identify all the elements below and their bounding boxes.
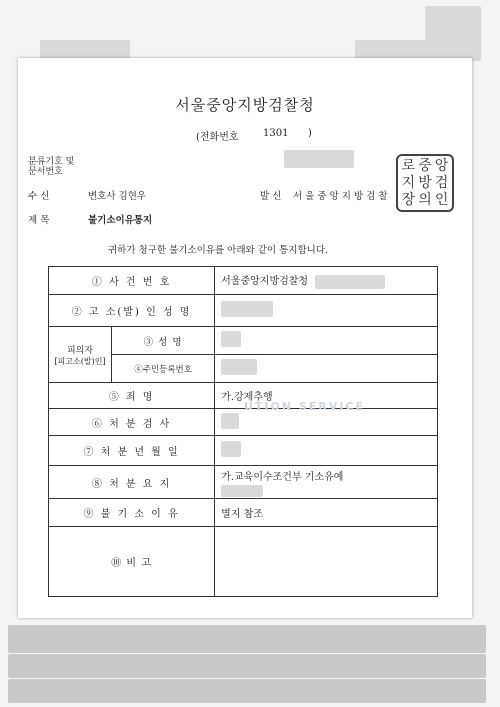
phone-number: 1301 bbox=[263, 128, 289, 139]
date-label: ⑦ 처 분 년 월 일 bbox=[49, 436, 215, 466]
gist-value: 가.교육이수조건부 기소유예 bbox=[221, 471, 344, 483]
sender-label: 발 신 bbox=[260, 191, 282, 202]
gist-cell bbox=[215, 466, 438, 499]
remarks-label: ⑩ 비 고 bbox=[49, 527, 215, 597]
date-cell bbox=[215, 436, 438, 466]
redacted-footer-3 bbox=[8, 679, 486, 703]
redacted-complainant bbox=[221, 301, 273, 317]
crime-value: 가.강제추행 bbox=[215, 383, 438, 409]
redacted-date bbox=[221, 441, 241, 457]
subject-label: 제 목 bbox=[28, 215, 50, 226]
name-cell bbox=[215, 327, 438, 355]
gist-label: ⑧ 처 분 요 지 bbox=[49, 466, 215, 499]
suspect-label-line1: 피의자 bbox=[66, 345, 94, 356]
redacted-footer-1 bbox=[8, 625, 486, 653]
redacted-case-no bbox=[315, 275, 385, 289]
seal-char: 의 bbox=[418, 191, 432, 208]
suspect-label-line2: [피고소(발)인] bbox=[54, 356, 106, 366]
redacted-footer-2 bbox=[8, 654, 486, 678]
intro-text: 귀하가 청구한 불기소이유를 아래와 같이 통지합니다. bbox=[108, 245, 329, 256]
redacted-header-top bbox=[355, 40, 425, 60]
redacted-id bbox=[221, 359, 257, 375]
seal-char: 장 bbox=[401, 191, 416, 208]
id-cell bbox=[215, 355, 438, 383]
suspect-label-cell bbox=[49, 327, 112, 383]
seal-char: 방 bbox=[418, 174, 432, 191]
id-label: ④주민등록번호 bbox=[112, 355, 215, 383]
redacted-name bbox=[221, 331, 241, 347]
redacted-document-number bbox=[284, 150, 354, 168]
seal-char: 인 bbox=[434, 191, 449, 208]
recipient-value: 변호사 김현우 bbox=[88, 191, 147, 202]
class-label-line1: 분류기호 및 bbox=[28, 157, 75, 167]
complainant-cell bbox=[215, 295, 438, 327]
redacted-header-right bbox=[425, 6, 481, 61]
redacted-prosecutor bbox=[221, 413, 239, 429]
seal-char: 중 bbox=[418, 158, 432, 175]
notice-table bbox=[48, 266, 438, 597]
reason-label: ⑨ 불 기 소 이 유 bbox=[49, 499, 215, 527]
notice-document bbox=[18, 58, 472, 618]
complainant-label: ② 고 소(발) 인 성 명 bbox=[49, 295, 215, 327]
phone-close: ) bbox=[308, 128, 312, 139]
remarks-value bbox=[215, 527, 438, 597]
document-title: 서울중앙지방검찰청 bbox=[175, 96, 315, 114]
official-seal bbox=[396, 154, 454, 212]
watermark-text: UTION SERVICE bbox=[244, 400, 366, 413]
subject-value: 불기소이유통지 bbox=[88, 215, 153, 226]
seal-char: 지 bbox=[401, 174, 416, 191]
sender-value: 서 울 중 앙 지 방 검 찰 bbox=[293, 191, 388, 202]
reason-value: 별지 참조 bbox=[215, 499, 438, 527]
name-label: ③ 성 명 bbox=[112, 327, 215, 355]
case-no-label: ① 사 건 번 호 bbox=[49, 267, 215, 295]
seal-char: 앙 bbox=[434, 158, 449, 175]
case-no-value: 서울중앙지방검찰청 bbox=[221, 276, 309, 288]
case-no-cell bbox=[215, 267, 438, 295]
redacted-gist-detail bbox=[221, 485, 263, 497]
class-label-line2: 문서번호 bbox=[28, 167, 63, 177]
crime-label: ⑤ 죄 명 bbox=[49, 383, 215, 409]
redacted-header-top-left bbox=[40, 40, 130, 60]
phone-label: (전화번호 bbox=[196, 132, 239, 143]
seal-char: 검 bbox=[434, 174, 449, 191]
recipient-label: 수 신 bbox=[28, 191, 50, 202]
seal-char: 로 bbox=[401, 158, 416, 175]
prosecutor-label: ⑥ 처 분 검 사 bbox=[49, 409, 215, 436]
